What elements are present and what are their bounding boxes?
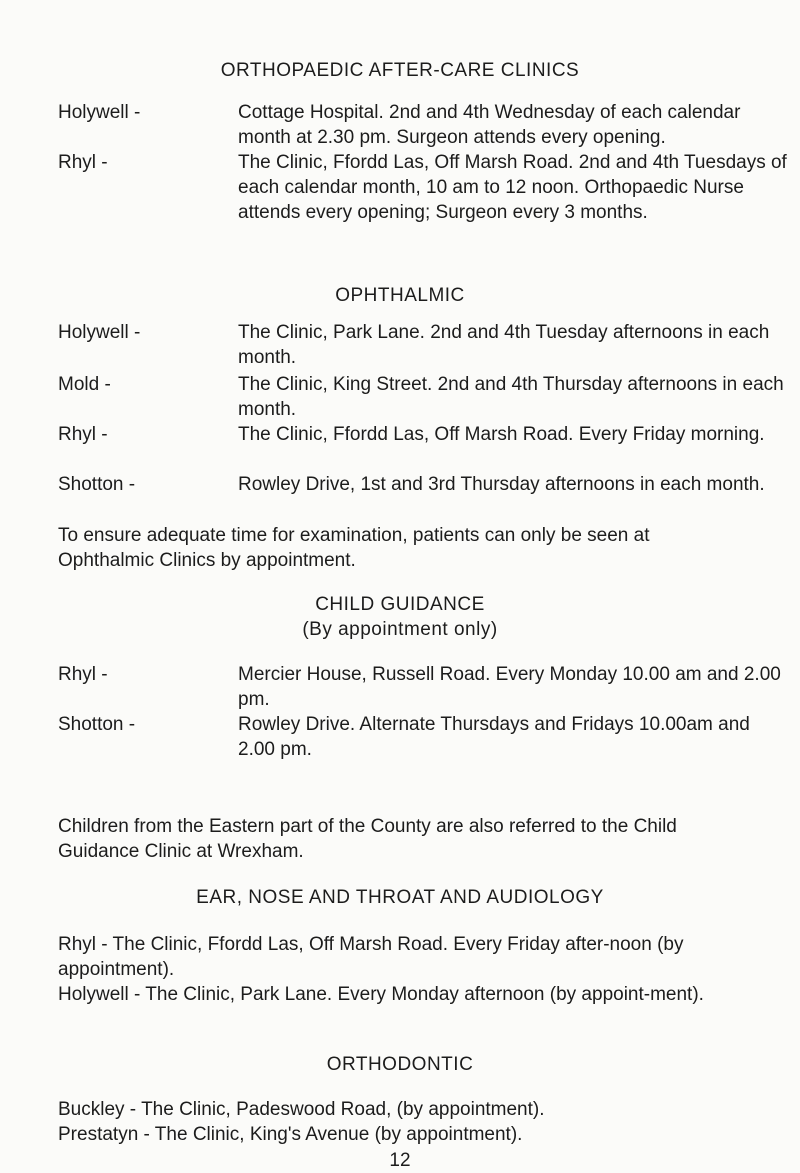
- ent-line-holywell: Holywell - The Clinic, Park Lane. Every Monday afternoon (by appoint-ment).: [58, 984, 704, 1005]
- ent-line-rhyl: Rhyl - The Clinic, Ffordd Las, Off Marsh Road. Every Friday after-noon (by appointment).: [58, 934, 684, 980]
- orthopaedic-heading: ORTHOPAEDIC AFTER-CARE CLINICS: [220, 60, 580, 81]
- entry-text: Rowley Drive. Alternate Thursdays and Fridays 10.00am and 2.00 pm.: [238, 714, 750, 760]
- entry-text: Cottage Hospital. 2nd and 4th Wednesday of each calendar month at 2.30 pm. Surgeon attends every opening.: [238, 102, 741, 148]
- ophthalmic-note: To ensure adequate time for examination, patients can only be seen at Ophthalmic Clinics by appointment.: [58, 525, 650, 571]
- page-number: 12: [389, 1150, 411, 1171]
- entry-text: Mercier House, Russell Road. Every Monday 10.00 am and 2.00 pm.: [238, 664, 781, 710]
- entry-text: The Clinic, Ffordd Las, Off Marsh Road. Every Friday morning.: [238, 424, 765, 445]
- child-guidance-subtitle: (By appointment only): [302, 619, 498, 640]
- orthodontic-heading: ORTHODONTIC: [326, 1054, 474, 1075]
- entry-place: Shotton -: [58, 474, 136, 495]
- orthodontic-line-prestatyn: Prestatyn - The Clinic, King's Avenue (by appointment).: [58, 1124, 523, 1145]
- child-guidance-heading: CHILD GUIDANCE: [315, 594, 485, 615]
- entry-place: Rhyl -: [58, 152, 108, 173]
- entry-text: Rowley Drive, 1st and 3rd Thursday afternoons in each month.: [238, 474, 765, 495]
- child-guidance-note: Children from the Eastern part of the County are also referred to the Child Guidance Clinic at Wrexham.: [58, 816, 677, 862]
- entry-place: Rhyl -: [58, 664, 108, 685]
- entry-text: The Clinic, King Street. 2nd and 4th Thursday afternoons in each month.: [238, 374, 784, 420]
- entry-place: Holywell -: [58, 322, 141, 343]
- ent-heading: EAR, NOSE AND THROAT AND AUDIOLOGY: [196, 887, 604, 908]
- entry-text: The Clinic, Park Lane. 2nd and 4th Tuesday afternoons in each month.: [238, 322, 770, 368]
- entry-place: Holywell -: [58, 102, 141, 123]
- entry-text: The Clinic, Ffordd Las, Off Marsh Road. 2nd and 4th Tuesdays of each calendar month, 10 am to 12 noon. Orthopaedic Nurse attends every opening; Surgeon every 3 months.: [238, 152, 787, 223]
- entry-place: Mold -: [58, 374, 111, 395]
- entry-place: Rhyl -: [58, 424, 108, 445]
- ophthalmic-heading: OPHTHALMIC: [335, 285, 465, 306]
- orthodontic-line-buckley: Buckley - The Clinic, Padeswood Road, (by appointment).: [58, 1099, 545, 1120]
- entry-place: Shotton -: [58, 714, 136, 735]
